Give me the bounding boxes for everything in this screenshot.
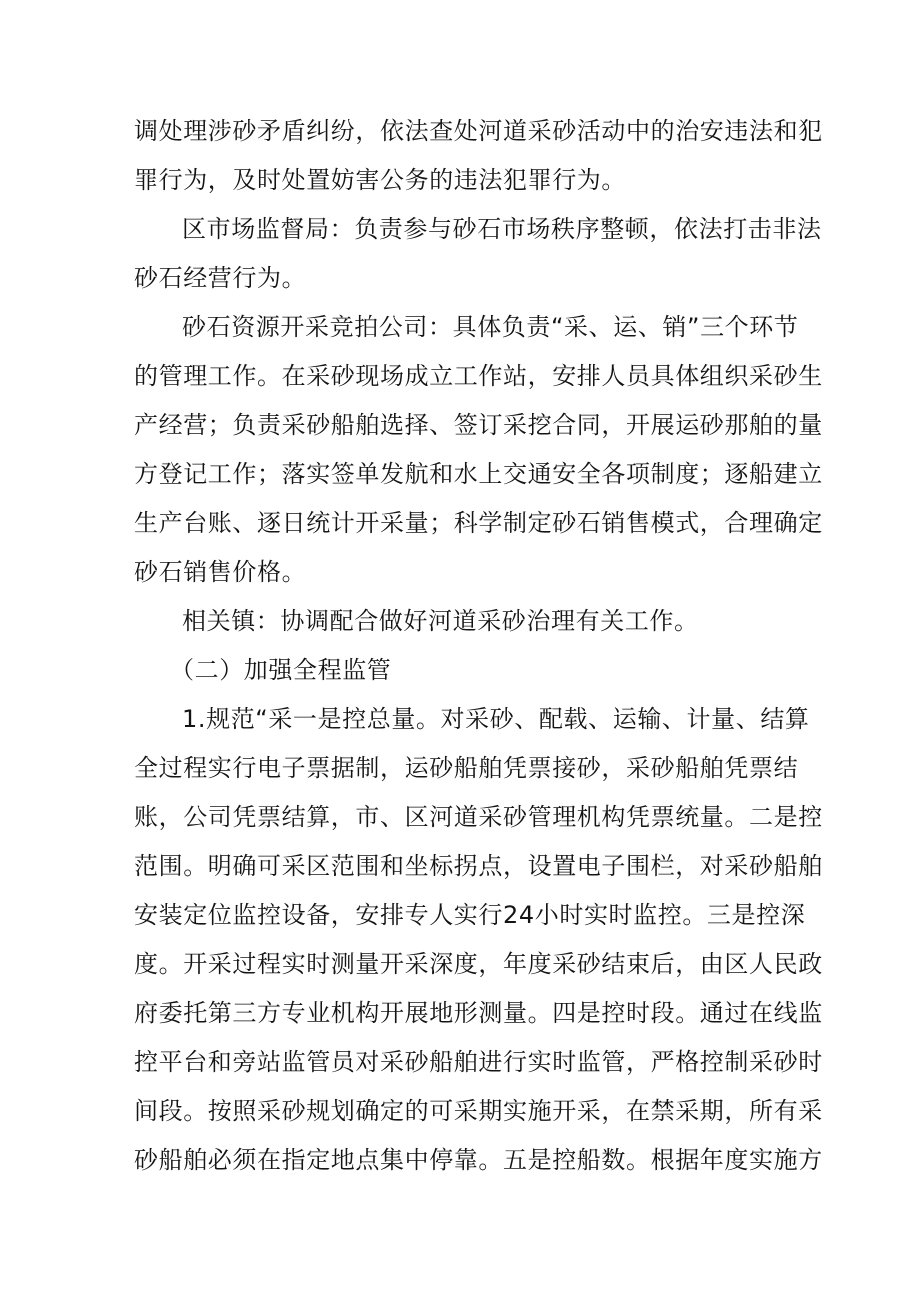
text-line: 全过程实行电子票据制，运砂船舶凭票接砂，采砂船舶凭票结 [134, 754, 799, 782]
paragraph-first-line: 区市场监督局：负责参与砂石市场秩序整顿，依法打击非法 [182, 215, 822, 243]
text-line: 调处理涉砂矛盾纠纷，依法查处河道采砂活动中的治安违法和犯 [134, 117, 823, 145]
text-line: 生产台账、逐日统计开采量；科学制定砂石销售模式，合理确定 [134, 509, 823, 537]
text-line: 安装定位监控设备，安排专人实行24小时实时监控。三是控深 [134, 901, 806, 929]
text-line: 间段。按照采砂规划确定的可采期实施开采，在禁采期，所有采 [134, 1097, 823, 1125]
paragraph-first-line: 相关镇：协调配合做好河道采砂治理有关工作。 [182, 607, 699, 635]
paragraph-first-line: 砂石资源开采竞拍公司：具体负责“采、运、销”三个环节 [182, 313, 799, 341]
text-line: 罪行为，及时处置妨害公务的违法犯罪行为。 [134, 166, 626, 194]
text-line: 砂石销售价格。 [134, 558, 307, 586]
text-line: 控平台和旁站监管员对采砂船舶进行实时监管，严格控制采砂时 [134, 1048, 823, 1076]
text-line: 账，公司凭票结算，市、区河道采砂管理机构凭票统量。二是控 [134, 803, 823, 831]
text-line: 的管理工作。在采砂现场成立工作站，安排人员具体组织采砂生 [134, 362, 823, 390]
text-line: 砂石经营行为。 [134, 264, 307, 292]
text-line: 范围。明确可采区范围和坐标拐点，设置电子围栏，对采砂船舶 [134, 852, 823, 880]
section-heading: （二）加强全程监管 [170, 656, 392, 684]
text-line: 度。开采过程实时测量开采深度，年度采砂结束后，由区人民政 [134, 950, 823, 978]
text-line: 方登记工作；落实签单发航和水上交通安全各项制度；逐船建立 [134, 460, 823, 488]
text-line: 产经营；负责采砂船舶选择、签订采挖合同，开展运砂那舶的量 [134, 411, 823, 439]
text-line: 砂船舶必须在指定地点集中停靠。五是控船数。根据年度实施方 [134, 1146, 823, 1174]
paragraph-first-line: 1.规范“采一是控总量。对采砂、配载、运输、计量、结算 [182, 705, 810, 733]
text-line: 府委托第三方专业机构开展地形测量。四是控时段。通过在线监 [134, 999, 823, 1027]
